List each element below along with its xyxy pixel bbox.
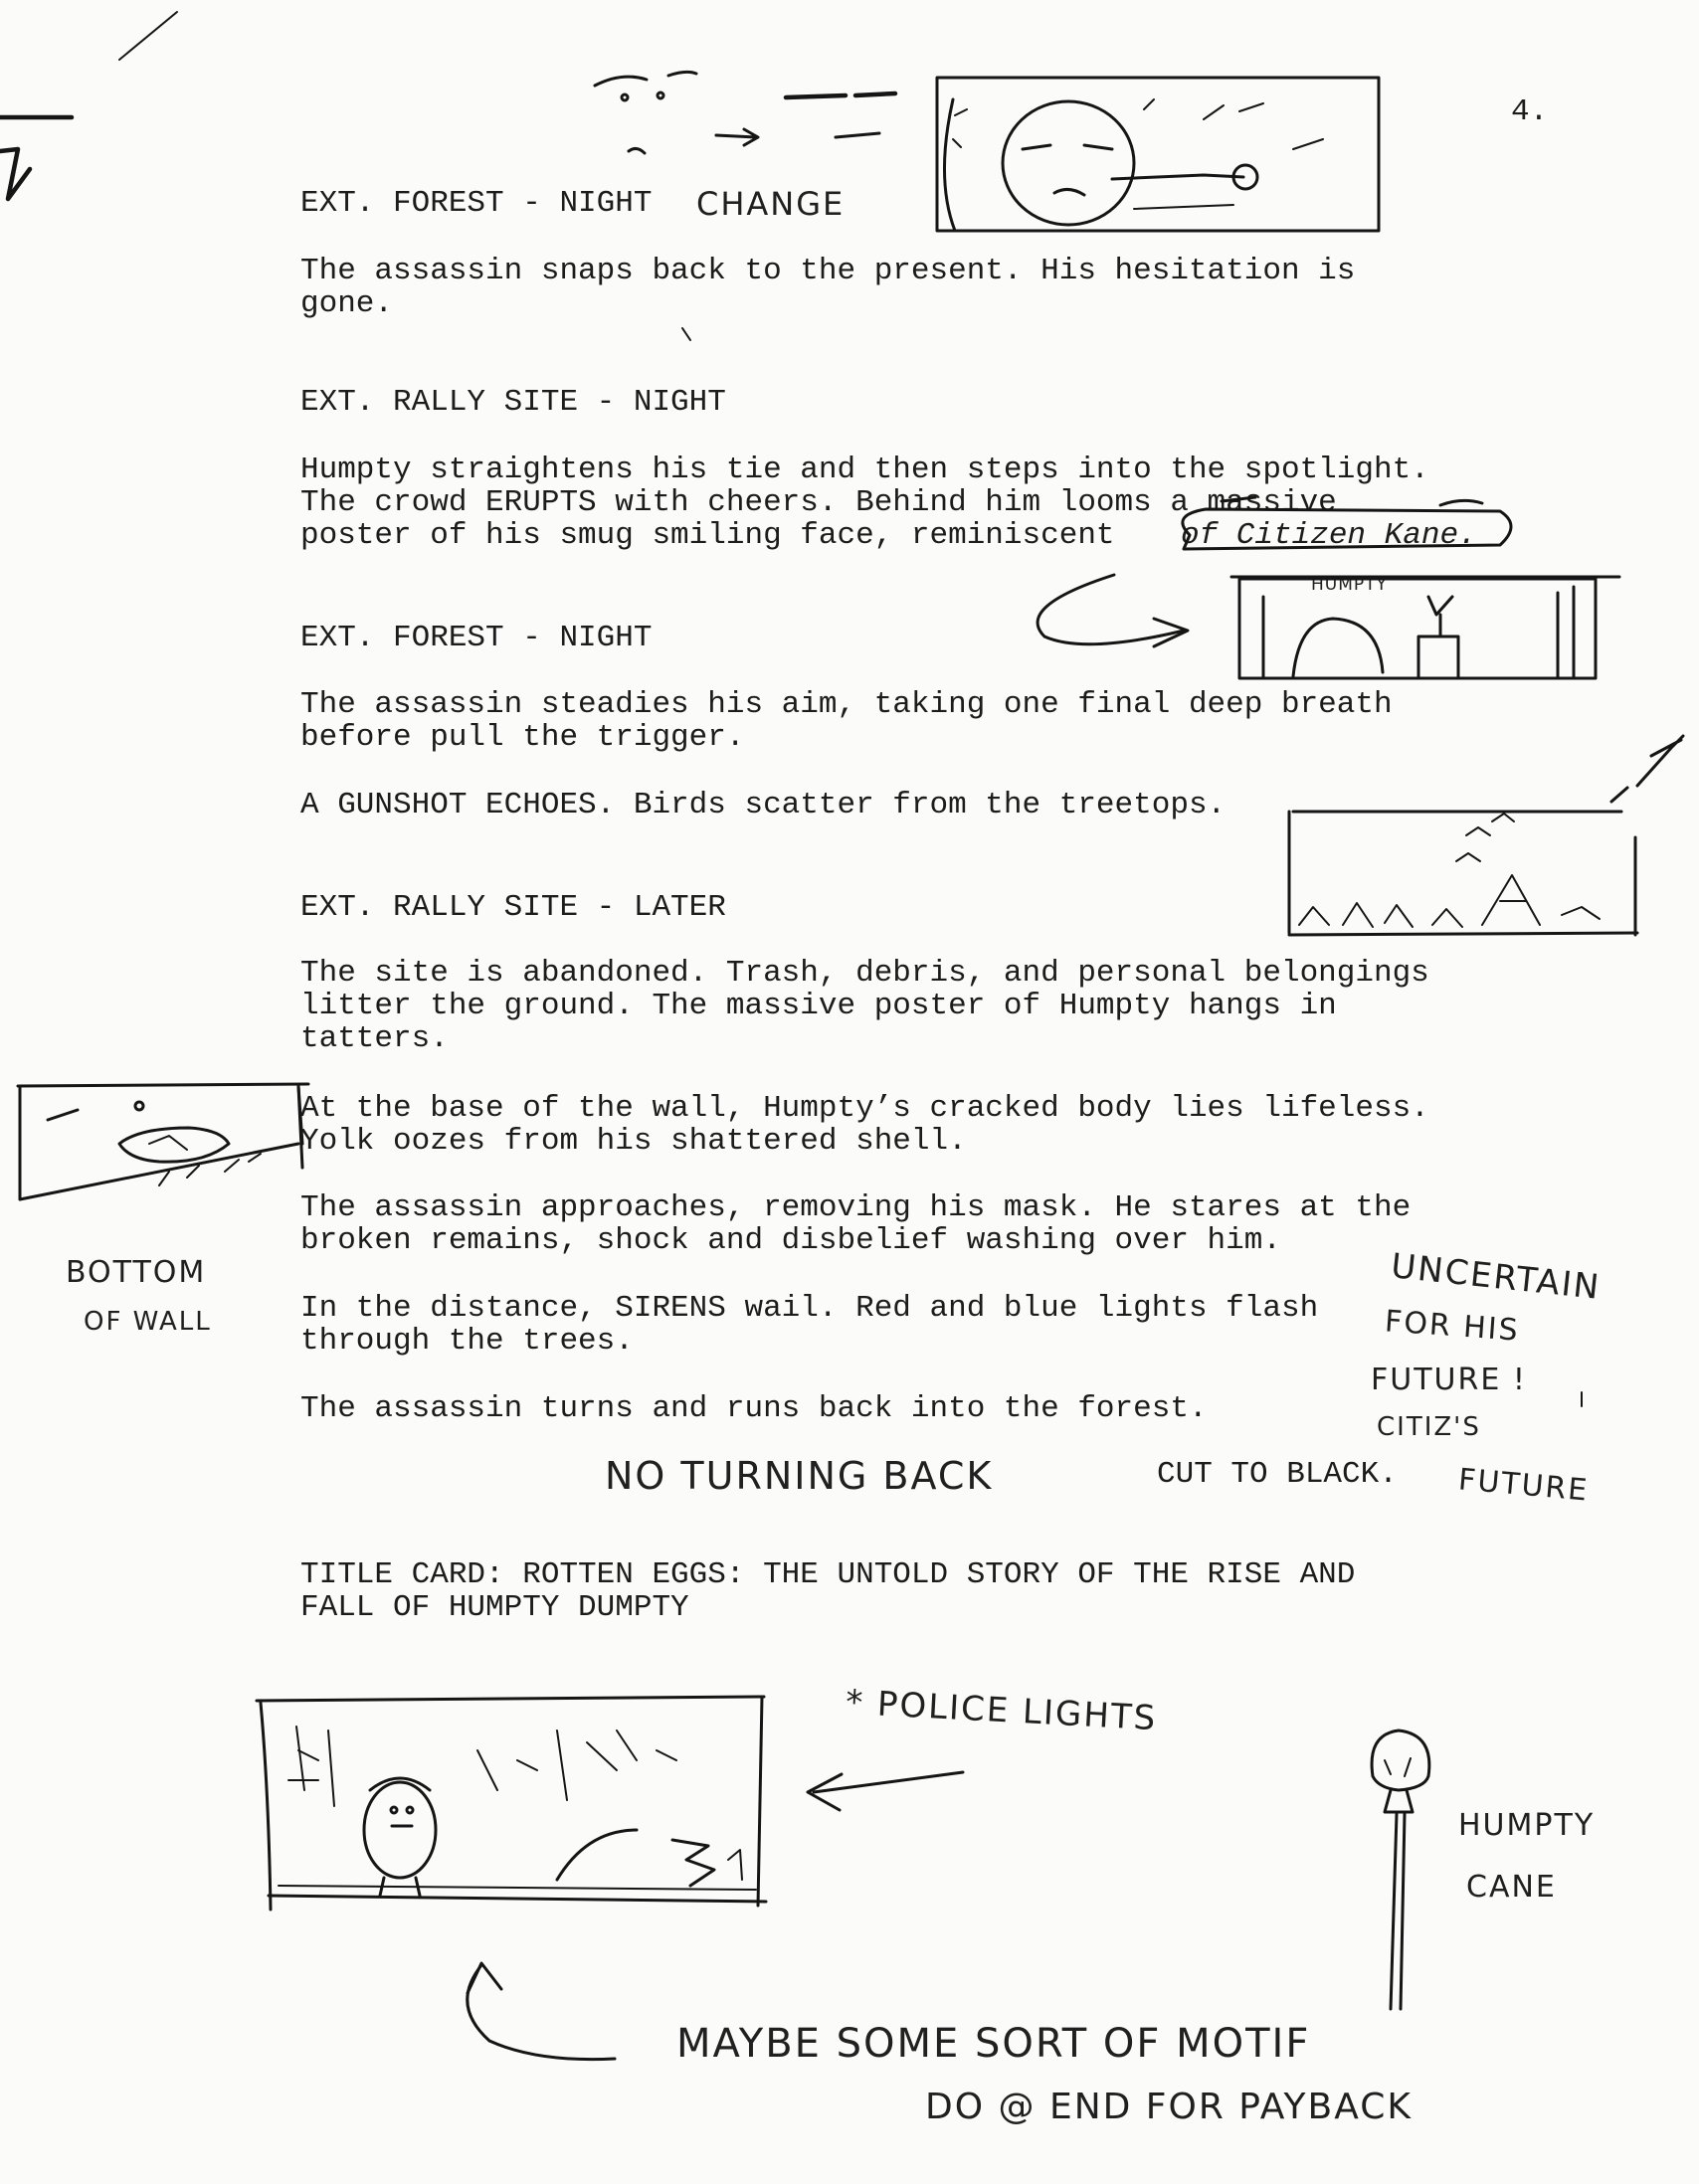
- eyes-doodle: [595, 72, 895, 153]
- scene-heading-rally-1: EXT. RALLY SITE - NIGHT: [300, 385, 726, 420]
- corner-scribble: [0, 12, 177, 199]
- action-paragraph: Humpty straightens his tie and then steps into the spotlight. The crowd ERUPTS with cheers. Behind him looms a massive poster of his smug smiling face, reminiscent: [300, 453, 1429, 553]
- arrow-to-panel-5: [808, 1772, 963, 1810]
- note-uncertain: UNCERTAIN: [1389, 1246, 1604, 1308]
- action-paragraph: In the distance, SIRENS wail. Red and blue lights flash through the trees.: [300, 1291, 1319, 1359]
- action-paragraph: The assassin snaps back to the present. His hesitation is gone.: [300, 254, 1356, 321]
- curved-arrow-2: [468, 1963, 615, 2060]
- note-police-lights: * POLICE LIGHTS: [845, 1682, 1159, 1739]
- citizen-kane-reference: of Citizen Kane.: [1181, 518, 1477, 553]
- curved-arrow-1: [1038, 575, 1188, 646]
- note-motif-line-2: DO @ END FOR PAYBACK: [925, 2087, 1413, 2127]
- note-future-2: FUTURE: [1456, 1462, 1591, 1509]
- page-number: 4.: [1511, 94, 1549, 129]
- action-paragraph: The site is abandoned. Trash, debris, and personal belongings litter the ground. The massive poster of Humpty hangs in tatters.: [300, 956, 1429, 1056]
- note-future: FUTURE !: [1371, 1363, 1527, 1397]
- sketch-panel-5: [257, 1697, 766, 1910]
- note-no-turning-back: NO TURNING BACK: [605, 1454, 994, 1498]
- scene-heading-forest-2: EXT. FOREST - NIGHT: [300, 621, 653, 655]
- humpty-cane-sketch: [1372, 1730, 1429, 2009]
- note-poster-humpty: HUMPTY: [1311, 575, 1388, 595]
- scene-heading-forest-1: EXT. FOREST - NIGHT: [300, 186, 653, 221]
- note-motif-line-1: MAYBE SOME SORT OF MOTIF: [676, 2021, 1311, 2067]
- sketch-panel-4: [18, 1084, 308, 1199]
- note-citizens: CITIZ'S: [1377, 1412, 1481, 1442]
- action-paragraph: The assassin steadies his aim, taking one final deep breath before pull the trigger.: [300, 687, 1393, 755]
- scene-heading-rally-2: EXT. RALLY SITE - LATER: [300, 890, 726, 925]
- note-bottom: BOTTOM: [66, 1255, 207, 1290]
- note-humpty-cane-2: CANE: [1466, 1870, 1557, 1905]
- title-card: TITLE CARD: ROTTEN EGGS: THE UNTOLD STORY OF THE RISE AND FALL OF HUMPTY DUMPTY: [300, 1557, 1356, 1625]
- action-paragraph: The assassin turns and runs back into the forest.: [300, 1391, 1208, 1426]
- sketch-panel-1: [937, 78, 1379, 231]
- action-paragraph: The assassin approaches, removing his mask. He stares at the broken remains, shock and disbelief washing over him.: [300, 1190, 1412, 1258]
- citizen-kane-ellipse: [1183, 497, 1511, 549]
- note-humpty-cane-1: HUMPTY: [1458, 1808, 1596, 1843]
- action-paragraph: At the base of the wall, Humpty’s cracked body lies lifeless. Yolk oozes from his shattered shell.: [300, 1091, 1429, 1159]
- sketch-panel-2: [1231, 577, 1619, 678]
- transition-cut-to-black: CUT TO BLACK.: [1157, 1457, 1398, 1492]
- note-of-wall: OF WALL: [84, 1307, 212, 1337]
- note-change: CHANGE: [696, 185, 846, 223]
- sketch-panel-3: [1289, 736, 1683, 935]
- action-paragraph: A GUNSHOT ECHOES. Birds scatter from the treetops.: [300, 788, 1227, 822]
- note-for-his: FOR HIS: [1383, 1304, 1521, 1349]
- margin-specks: [682, 328, 1582, 1406]
